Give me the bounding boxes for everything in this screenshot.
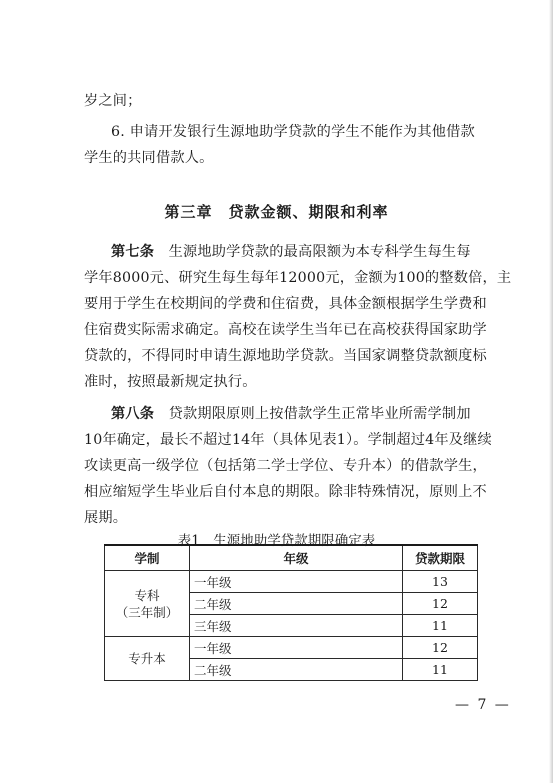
article-8-line-2: 10年确定，最长不超过14年（具体见表1）。学制超过4年及继续 bbox=[84, 432, 492, 448]
group-junior-college-name: 专科 bbox=[134, 587, 160, 603]
article-7-label: 第七条 bbox=[111, 244, 155, 260]
group-junior-college bbox=[105, 571, 190, 637]
article-7-text-1: 生源地助学贷款的最高限额为本专科学生每生每 bbox=[168, 244, 471, 260]
article-7-line-6: 准时，按照最新规定执行。 bbox=[84, 374, 257, 390]
article-7-line-3: 要用于学生在校期间的学费和住宿费，具体金额根据学生学费和 bbox=[84, 296, 487, 312]
group-junior-college-note: （三年制） bbox=[115, 604, 179, 620]
grade-cell: 二年级 bbox=[190, 659, 403, 681]
grade-cell: 一年级 bbox=[190, 637, 403, 659]
term-cell: 12 bbox=[403, 637, 478, 659]
header-grade: 年级 bbox=[190, 545, 403, 571]
article-7-line-2: 学年8000元、研究生每生每年12000元，金额为100的整数倍，主 bbox=[84, 270, 512, 286]
grade-cell: 二年级 bbox=[190, 593, 403, 615]
loan-term-table bbox=[104, 544, 478, 681]
term-cell: 11 bbox=[403, 659, 478, 681]
article-7-line-4: 住宿费实际需求确定。高校在读学生当年已在高校获得国家助学 bbox=[84, 322, 487, 338]
article-7-line-5: 贷款的，不得同时申请生源地助学贷款。当国家调整贷款额度标 bbox=[84, 348, 487, 364]
header-system: 学制 bbox=[105, 545, 190, 571]
article-8-text-1: 贷款期限原则上按借款学生正常毕业所需学制加 bbox=[168, 406, 471, 422]
table-caption: 表1 生源地助学贷款期限确定表 bbox=[177, 533, 376, 549]
page-edge-shadow bbox=[549, 0, 553, 783]
table-header-row bbox=[105, 545, 478, 571]
term-cell: 13 bbox=[403, 571, 478, 593]
article-8-line-3: 攻读更高一级学位（包括第二学士学位、专升本）的借款学生， bbox=[84, 458, 487, 474]
text-line-1: 岁之间； bbox=[84, 93, 142, 109]
group-upgrade: 专升本 bbox=[105, 637, 190, 681]
article-8-label: 第八条 bbox=[111, 406, 155, 422]
article-8-line-4: 相应缩短学生毕业后自付本息的期限。除非特殊情况，原则上不 bbox=[84, 484, 487, 500]
header-term: 贷款期限 bbox=[403, 545, 478, 571]
article-8-line-5: 展期。 bbox=[84, 510, 128, 526]
table-row bbox=[105, 571, 478, 593]
article-8-line-1 bbox=[111, 404, 471, 424]
term-cell: 12 bbox=[403, 593, 478, 615]
page-number: — 7 — bbox=[455, 697, 511, 713]
chapter-title: 第三章 贷款金额、期限和利率 bbox=[164, 203, 389, 221]
term-cell: 11 bbox=[403, 615, 478, 637]
text-line-2: 6. 申请开发银行生源地助学贷款的学生不能作为其他借款 bbox=[111, 124, 475, 140]
table-row bbox=[105, 637, 478, 659]
grade-cell: 三年级 bbox=[190, 615, 403, 637]
grade-cell: 一年级 bbox=[190, 571, 403, 593]
article-7-line-1 bbox=[111, 242, 471, 262]
text-line-3: 学生的共同借款人。 bbox=[84, 150, 214, 166]
